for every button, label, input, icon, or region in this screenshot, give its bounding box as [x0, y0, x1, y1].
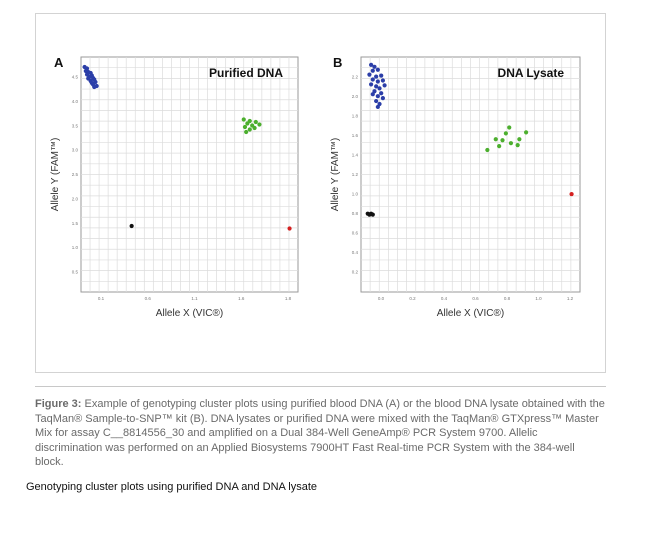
figure-caption-box — [35, 386, 606, 474]
data-point — [374, 99, 378, 103]
data-point — [507, 125, 511, 129]
data-point — [376, 105, 380, 109]
data-point — [376, 79, 380, 83]
y-tick-label: 4.0 — [71, 98, 78, 104]
y-tick-label: 3.0 — [71, 147, 78, 153]
data-point — [254, 120, 258, 124]
y-tick-label: 1.2 — [351, 172, 358, 177]
x-tick-label: 0.1 — [97, 296, 105, 301]
data-point — [371, 92, 375, 96]
data-point — [287, 226, 291, 230]
figure-caption — [35, 397, 606, 470]
y-tick-label: 0.6 — [351, 230, 358, 236]
data-point — [497, 144, 501, 148]
data-point — [372, 65, 376, 69]
x-tick-label: 1.1 — [191, 296, 198, 301]
data-point — [253, 126, 257, 130]
y-tick-label: 0.4 — [351, 250, 358, 255]
data-point — [257, 122, 261, 126]
data-point — [500, 138, 504, 142]
data-point — [569, 192, 573, 196]
data-point — [245, 121, 249, 125]
data-point — [374, 74, 378, 78]
footer-text: Genotyping cluster plots using purified DNA and DNA lysate — [26, 481, 318, 493]
y-tick-label: 0.8 — [351, 211, 358, 216]
data-point — [367, 73, 371, 77]
data-point — [381, 78, 385, 82]
chart-title: DNA Lysate — [497, 66, 564, 80]
data-point — [248, 127, 252, 131]
data-point — [371, 69, 375, 73]
x-tick-label: 0.6 — [144, 296, 151, 301]
y-axis-label: Allele Y (FAM™) — [330, 137, 341, 212]
y-tick-label: 1.0 — [71, 245, 78, 251]
y-tick-label: 2.2 — [351, 74, 358, 80]
data-point — [242, 117, 246, 121]
data-point — [371, 77, 375, 81]
figure-panel — [35, 13, 606, 373]
data-point — [509, 141, 513, 145]
y-tick-label: 0.2 — [351, 269, 358, 275]
x-tick-label: 0.8 — [503, 296, 511, 301]
data-point — [382, 83, 386, 87]
y-tick-label: 1.8 — [351, 113, 358, 119]
y-tick-label: 0.5 — [71, 269, 78, 275]
y-tick-label: 4.5 — [71, 74, 78, 80]
y-tick-label: 2.5 — [71, 172, 78, 177]
x-tick-label: 0.2 — [409, 296, 416, 301]
caption-label: Figure 3: — [35, 398, 82, 410]
data-point — [485, 148, 489, 152]
x-tick-label: 1.8 — [284, 296, 292, 301]
panel-label: A — [54, 55, 64, 70]
y-axis-label: Allele Y (FAM™) — [50, 137, 61, 212]
data-point — [130, 224, 134, 228]
data-point — [524, 130, 528, 134]
data-point — [517, 137, 521, 141]
y-tick-label: 3.5 — [71, 123, 78, 129]
x-tick-label: 0.6 — [472, 296, 479, 301]
data-point — [376, 94, 380, 98]
x-tick-label: 1.2 — [566, 296, 574, 301]
data-point — [494, 137, 498, 141]
data-point — [381, 96, 385, 100]
data-point — [504, 131, 508, 135]
chart-panel-a — [50, 55, 298, 319]
data-point — [379, 91, 383, 95]
data-point — [243, 125, 247, 129]
x-tick-label: 0.0 — [377, 296, 385, 301]
data-point — [376, 68, 380, 72]
chart-title: Purified DNA — [208, 66, 283, 80]
x-tick-label: 1.6 — [238, 296, 245, 301]
data-point — [92, 85, 96, 89]
data-point — [516, 143, 520, 147]
chart-panel-b — [330, 55, 580, 319]
y-tick-label: 2.0 — [351, 94, 358, 99]
y-tick-label: 1.0 — [351, 191, 358, 197]
data-point — [369, 82, 373, 86]
panel-label: B — [333, 55, 343, 70]
x-tick-label: 1.0 — [535, 296, 542, 301]
y-tick-label: 2.0 — [71, 196, 78, 202]
x-tick-label: 0.4 — [440, 296, 448, 301]
data-point — [244, 130, 248, 134]
data-point — [379, 74, 383, 78]
data-point — [377, 86, 381, 90]
y-tick-label: 1.5 — [71, 220, 78, 226]
y-tick-label: 1.4 — [351, 152, 358, 158]
cluster-plots — [36, 14, 605, 372]
x-axis-label: Allele X (VIC®) — [155, 308, 224, 319]
caption-text: Example of genotyping cluster plots using purified blood DNA (A) or the blood DNA lysate obtained with the TaqMan® Sample-to-SNP™ kit (B). DNA lysates or purified DNA were mixed with the TaqMan® GTXpress™ Master Mix for assay C__8814556_30 and amplified on a Dual 384-Well GeneAmp® PCR System 9700. Allelic discrimination was performed on an Applied Biosystems 7900HT Fast Real-time PCR System with the 384-well block. — [35, 398, 605, 468]
x-axis-label: Allele X (VIC®) — [436, 308, 505, 319]
data-point — [371, 213, 375, 217]
y-tick-label: 1.6 — [351, 133, 358, 138]
